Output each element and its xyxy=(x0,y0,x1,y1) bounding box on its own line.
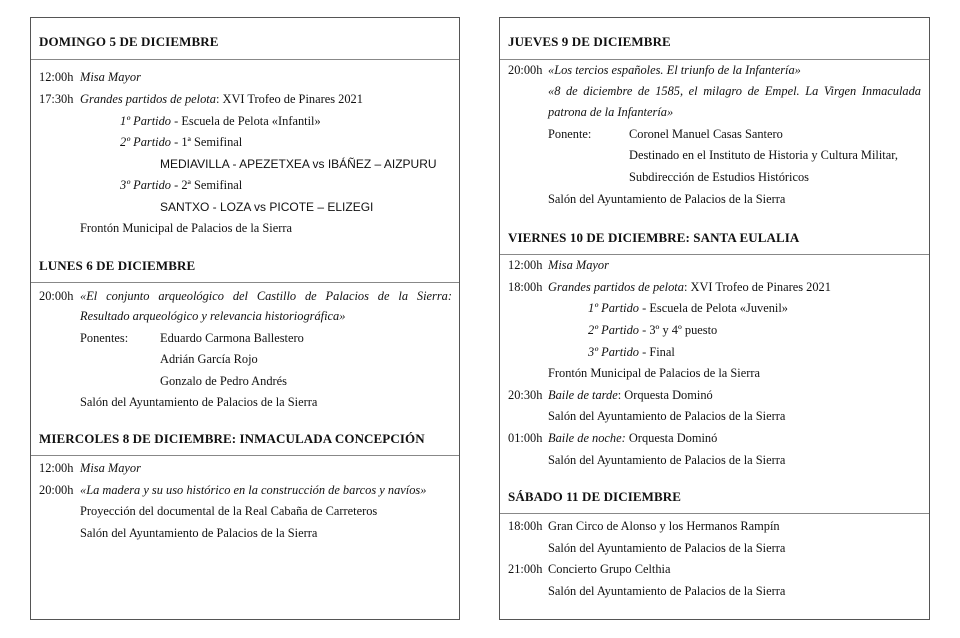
event-text: Proyección del documental de la Real Cabaña de Carreteros xyxy=(80,504,378,518)
day-heading-sabado: SÁBADO 11 DE DICIEMBRE xyxy=(508,489,682,504)
match-line: 3º Partido - Final xyxy=(588,345,675,359)
match-line: 2º Partido - 3º y 4º puesto xyxy=(588,323,718,337)
event-text: Baile de noche: Orquesta Dominó xyxy=(548,431,718,445)
match-line: 1º Partido - Escuela de Pelota «Juvenil» xyxy=(588,301,788,315)
day-heading-lunes: LUNES 6 DE DICIEMBRE xyxy=(39,258,196,273)
event-time: 20:00h xyxy=(39,289,74,303)
day-heading-miercoles: MIERCOLES 8 DE DICIEMBRE: INMACULADA CONCEPCIÓN xyxy=(39,431,425,446)
speaker-role: Destinado en el Instituto de Historia y Cultura Militar, xyxy=(629,148,898,162)
event-time: 18:00h xyxy=(508,519,543,533)
event-time: 18:00h xyxy=(508,280,543,294)
section-divider xyxy=(31,282,459,283)
venue: Salón del Ayuntamiento de Palacios de la Sierra xyxy=(548,541,786,555)
venue: Salón del Ayuntamiento de Palacios de la Sierra xyxy=(80,526,318,540)
event-text: Baile de tarde: Orquesta Dominó xyxy=(548,388,713,402)
left-program-panel xyxy=(30,17,460,620)
venue: Salón del Ayuntamiento de Palacios de la Sierra xyxy=(548,192,786,206)
event-time: 01:00h xyxy=(508,431,543,445)
event-text: Misa Mayor xyxy=(548,258,609,272)
event-text: Grandes partidos de pelota: XVI Trofeo de Pinares 2021 xyxy=(80,92,363,106)
event-time: 17:30h xyxy=(39,92,74,106)
event-time: 12:00h xyxy=(39,461,74,475)
event-text: Misa Mayor xyxy=(80,70,141,84)
speaker-name: Gonzalo de Pedro Andrés xyxy=(160,374,287,388)
lecture-title: «Los tercios españoles. El triunfo de la Infantería» xyxy=(548,63,801,77)
section-divider xyxy=(500,254,929,255)
section-divider xyxy=(500,513,929,514)
section-divider xyxy=(31,59,459,60)
ponentes-label: Ponentes: xyxy=(80,331,129,345)
lecture-subtitle: patrona de la Infantería» xyxy=(548,105,674,119)
lecture-subtitle: «8 de diciembre de 1585, el milagro de Empel. La Virgen Inmaculada xyxy=(548,84,921,98)
event-time: 12:00h xyxy=(508,258,543,272)
match-line: 3º Partido - 2ª Semifinal xyxy=(120,178,243,192)
event-text: Misa Mayor xyxy=(80,461,141,475)
match-teams: MEDIAVILLA - APEZETXEA vs IBÁÑEZ – AIZPURU xyxy=(160,157,437,171)
ponente-label: Ponente: xyxy=(548,127,592,141)
event-time: 20:00h xyxy=(39,483,74,497)
day-heading-domingo: DOMINGO 5 DE DICIEMBRE xyxy=(39,34,219,49)
speaker-name: Adrián García Rojo xyxy=(160,352,258,366)
venue: Salón del Ayuntamiento de Palacios de la Sierra xyxy=(548,409,786,423)
match-line: 2º Partido - 1ª Semifinal xyxy=(120,135,243,149)
venue: Salón del Ayuntamiento de Palacios de la Sierra xyxy=(80,395,318,409)
venue: Salón del Ayuntamiento de Palacios de la Sierra xyxy=(548,453,786,467)
match-line: 1º Partido - Escuela de Pelota «Infantil» xyxy=(120,114,321,128)
event-time: 20:30h xyxy=(508,388,543,402)
event-text: Concierto Grupo Celthia xyxy=(548,562,671,576)
day-heading-viernes: VIERNES 10 DE DICIEMBRE: SANTA EULALIA xyxy=(508,230,800,245)
section-divider xyxy=(31,455,459,456)
event-time: 21:00h xyxy=(508,562,543,576)
event-time: 12:00h xyxy=(39,70,74,84)
event-text: «La madera y su uso histórico en la construcción de barcos y navíos» xyxy=(80,483,427,497)
section-divider xyxy=(500,59,929,60)
lecture-title: Resultado arqueológico y relevancia historiográfica» xyxy=(80,309,346,323)
event-text: Grandes partidos de pelota: XVI Trofeo de Pinares 2021 xyxy=(548,280,831,294)
lecture-title: «El conjunto arqueológico del Castillo de Palacios de la Sierra: xyxy=(80,289,452,303)
day-heading-jueves: JUEVES 9 DE DICIEMBRE xyxy=(508,34,671,49)
venue: Salón del Ayuntamiento de Palacios de la Sierra xyxy=(548,584,786,598)
speaker-name: Coronel Manuel Casas Santero xyxy=(629,127,783,141)
venue: Frontón Municipal de Palacios de la Sierra xyxy=(548,366,760,380)
speaker-role: Subdirección de Estudios Históricos xyxy=(629,170,809,184)
match-teams: SANTXO - LOZA vs PICOTE – ELIZEGI xyxy=(160,200,374,214)
event-text: Gran Circo de Alonso y los Hermanos Rampín xyxy=(548,519,780,533)
speaker-name: Eduardo Carmona Ballestero xyxy=(160,331,304,345)
right-program-panel xyxy=(499,17,930,620)
venue: Frontón Municipal de Palacios de la Sierra xyxy=(80,221,292,235)
event-time: 20:00h xyxy=(508,63,543,77)
